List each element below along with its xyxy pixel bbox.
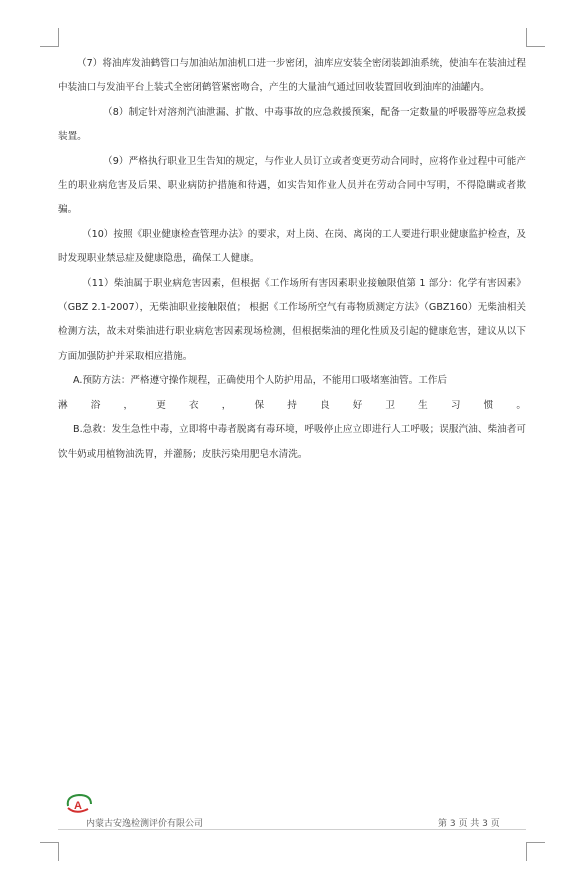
paragraph-9: （9）严格执行职业卫生告知的规定，与作业人员订立或者变更劳动合同时，应将作业过程中可能产生的职业病危害及后果、职业病防护措施和待遇，如实告知作业人员并在劳动合同中写明，不得隐瞒或者欺骗。 — [58, 155, 526, 216]
company-logo-icon — [64, 792, 94, 816]
paragraph-7: （7）将油库发油鹤管口与加油站加油机口进一步密闭，油库应安装全密闭装卸油系统，使油车在装油过程中装油口与发油平台上装式全密闭鹤管紧密吻合，产生的大量油气通过回收装置回收到油库的油罐内。 — [58, 58, 526, 94]
document-body — [58, 52, 526, 467]
crop-mark-top-left — [40, 28, 59, 47]
paragraph-b: B.急救：发生急性中毒，立即将中毒者脱离有毒环境，呼吸停止应立即进行人工呼吸；误服汽油、柴油者可饮牛奶或用植物油洗胃，并灌肠；皮肤污染用肥皂水清洗。 — [58, 424, 526, 460]
paragraph-8: （8）制定针对溶剂汽油泄漏、扩散、中毒事故的应急救援预案，配备一定数量的呼吸器等应急救援装置。 — [58, 106, 526, 143]
logo-letter: A — [74, 800, 82, 812]
paragraph-11: （11）柴油属于职业病危害因素，但根据《工作场所有害因素职业接触限值第 1 部分：化学有害因素》（GBZ 2.1-2007），无柴油职业接触限值； 根据《工作场所空气有毒物质测定方法》（GBZ160）无柴油相关检测方法，故未对柴油进行职业病危害因素现场检测，但根据柴油的理化性质及引起的健康危害，建议从以下方面加强防护并采取相应措施。 — [58, 277, 526, 362]
crop-mark-top-right — [526, 28, 545, 47]
crop-mark-bottom-left — [40, 842, 59, 861]
paragraph-a-line2: 淋浴，更衣，保持良好卫生习惯。 — [58, 399, 526, 411]
paragraph-10: （10）按照《职业健康检查管理办法》的要求，对上岗、在岗、离岗的工人要进行职业健康监护检查，及时发现职业禁忌症及健康隐患，确保工人健康。 — [58, 228, 526, 265]
paragraph-a-line1: A.预防方法：严格遵守操作规程，正确使用个人防护用品，不能用口吸堵塞油管。工作后 — [73, 375, 448, 387]
footer-company-name: 内蒙古安逸检测评价有限公司 — [86, 819, 204, 829]
footer-page-number: 第 3 页 共 3 页 — [438, 819, 500, 829]
crop-mark-bottom-right — [526, 842, 545, 861]
footer-divider — [58, 829, 526, 830]
